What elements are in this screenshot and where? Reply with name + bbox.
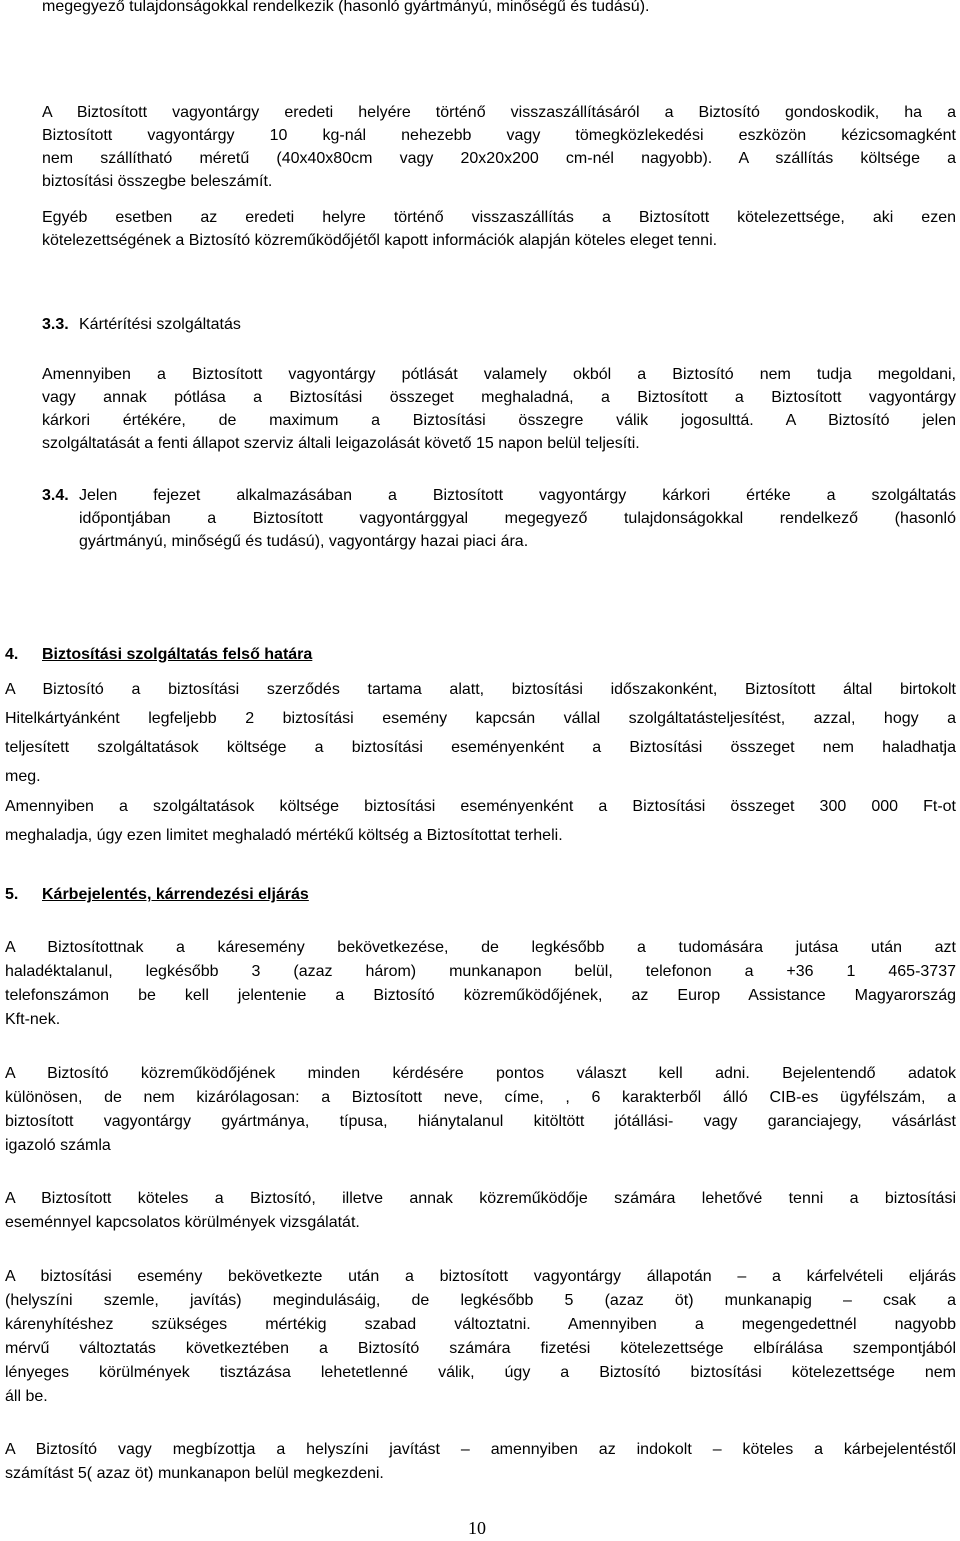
paragraph-line: Kft-nek. bbox=[5, 1011, 61, 1028]
paragraph-line: Amennyiben a szolgáltatások költsége biztosítási eseményenként a Biztosítási összeget 300 000 Ft-ot bbox=[5, 798, 956, 815]
paragraph-line: Egyéb esetben az eredeti helyre történő visszaszállítás a Biztosított kötelezettsége, aki ezen bbox=[42, 209, 956, 226]
section-number: 4. bbox=[5, 646, 19, 663]
section-number: 3.3. bbox=[42, 316, 69, 333]
paragraph-line: lényeges körülmények tisztázása lehetetlenné válik, úgy a Biztosító biztosítási kötelezettsége nem bbox=[5, 1364, 956, 1381]
paragraph-line: Jelen fejezet alkalmazásában a Biztosított vagyontárgy kárkori értéke a szolgáltatás bbox=[79, 487, 956, 504]
paragraph-line: Hitelkártyánként legfeljebb 2 biztosítási esemény kapcsán vállal szolgáltatásteljesítést, azzal, hogy a bbox=[5, 710, 956, 727]
paragraph-line: szolgáltatását a fenti állapot szerviz általi leigazolását követő 15 napon belül teljesíti. bbox=[42, 435, 640, 452]
paragraph-line: áll be. bbox=[5, 1388, 48, 1405]
paragraph-line: (helyszíni szemle, javítás) megindulásáig, de legkésőbb 5 (azaz öt) munkanapig – csak a bbox=[5, 1292, 956, 1309]
paragraph-line: kárkori értékére, de maximum a Biztosítási összegre válik jogosulttá. A Biztosító jelen bbox=[42, 412, 956, 429]
paragraph-line: teljesített szolgáltatások költsége a biztosítási eseményenként a Biztosítási összeget nem haladhatja bbox=[5, 739, 956, 756]
section-title: Biztosítási szolgáltatás felső határa bbox=[42, 646, 313, 663]
paragraph-line: A Biztosító a biztosítási szerződés tartama alatt, biztosítási időszakonként, Biztosított által birtokolt bbox=[5, 681, 956, 698]
paragraph-line: haladéktalanul, legkésőbb 3 (azaz három) munkanapon belül, telefonon a +36 1 465-3737 bbox=[5, 963, 956, 980]
paragraph-line: vagy annak pótlása a Biztosítási összeget meghaladná, a Biztosított a Biztosított vagyontárgy bbox=[42, 389, 956, 406]
section-number: 3.4. bbox=[42, 487, 69, 504]
paragraph-line: megegyező tulajdonságokkal rendelkezik (hasonló gyártmányú, minőségű és tudású). bbox=[42, 0, 650, 15]
paragraph-line: számítást 5( azaz öt) munkanapon belül megkezdeni. bbox=[5, 1465, 384, 1482]
page-number: 10 bbox=[468, 1518, 486, 1538]
paragraph-line: különösen, de nem kizárólagosan: a Biztosított neve, címe, , 6 karakterből álló CIB-es ügyfélszám, a bbox=[5, 1089, 956, 1106]
paragraph-line: A Biztosító vagy megbízottja a helyszíni javítást – amennyiben az indokolt – köteles a kárbejelentéstől bbox=[5, 1441, 956, 1458]
paragraph-line: A Biztosított köteles a Biztosító, illetve annak közreműködője számára lehetővé tenni a biztosítási bbox=[5, 1190, 956, 1207]
section-number: 5. bbox=[5, 886, 19, 903]
paragraph-line: eseménnyel kapcsolatos körülmények vizsgálatát. bbox=[5, 1214, 360, 1231]
section-title: Kártérítési szolgáltatás bbox=[79, 316, 241, 333]
paragraph-line: meg. bbox=[5, 768, 41, 785]
paragraph-line: kárenyhítéshez szükséges mértékig szabad változtatni. Amennyiben a megengedettnél nagyobb bbox=[5, 1316, 956, 1333]
paragraph-line: kötelezettségének a Biztosító közreműködőjétől kapott információk alapján köteles eleget tenni. bbox=[42, 232, 718, 249]
paragraph-line: A Biztosító közreműködőjének minden kérdésére pontos választ kell adni. Bejelentendő adatok bbox=[5, 1065, 956, 1082]
paragraph-line: gyártmányú, minőségű és tudású), vagyontárgy hazai piaci ára. bbox=[79, 533, 529, 550]
paragraph-line: telefonszámon be kell jelentenie a Biztosító közreműködőjének, az Europ Assistance Magyarország bbox=[5, 987, 956, 1004]
paragraph-line: időpontjában a Biztosított vagyontárggyal megegyező tulajdonságokkal rendelkező (hasonló bbox=[79, 510, 956, 527]
paragraph-line: igazoló számla bbox=[5, 1137, 111, 1154]
paragraph-line: mérvű változtatás következtében a Biztosító számára fizetési kötelezettsége elbírálása szempontjából bbox=[5, 1340, 956, 1357]
paragraph-line: biztosítási összegbe beleszámít. bbox=[42, 173, 273, 190]
paragraph-line: A Biztosítottnak a káresemény bekövetkezése, de legkésőbb a tudomására jutása után azt bbox=[5, 939, 956, 956]
section-title: Kárbejelentés, kárrendezési eljárás bbox=[42, 886, 309, 903]
paragraph-line: nem szállítható méretű (40x40x80cm vagy 20x20x200 cm-nél nagyobb). A szállítás költsége a bbox=[42, 150, 956, 167]
paragraph-line: biztosított vagyontárgy gyártmánya, típusa, hiánytalanul kitöltött jótállási- vagy garanciajegy, vásárlást bbox=[5, 1113, 956, 1130]
paragraph-line: Biztosított vagyontárgy 10 kg-nál nehezebb vagy tömegközlekedési eszközön kézicsomagként bbox=[42, 127, 956, 144]
paragraph-line: A Biztosított vagyontárgy eredeti helyére történő visszaszállításáról a Biztosító gondoskodik, ha a bbox=[42, 104, 956, 121]
paragraph-line: meghaladja, úgy ezen limitet meghaladó mértékű költség a Biztosítottat terheli. bbox=[5, 827, 563, 844]
paragraph-line: A biztosítási esemény bekövetkezte után a biztosított vagyontárgy állapotán – a kárfelvételi eljárás bbox=[5, 1268, 956, 1285]
paragraph-line: Amennyiben a Biztosított vagyontárgy pótlását valamely okból a Biztosító nem tudja megoldani, bbox=[42, 366, 956, 383]
